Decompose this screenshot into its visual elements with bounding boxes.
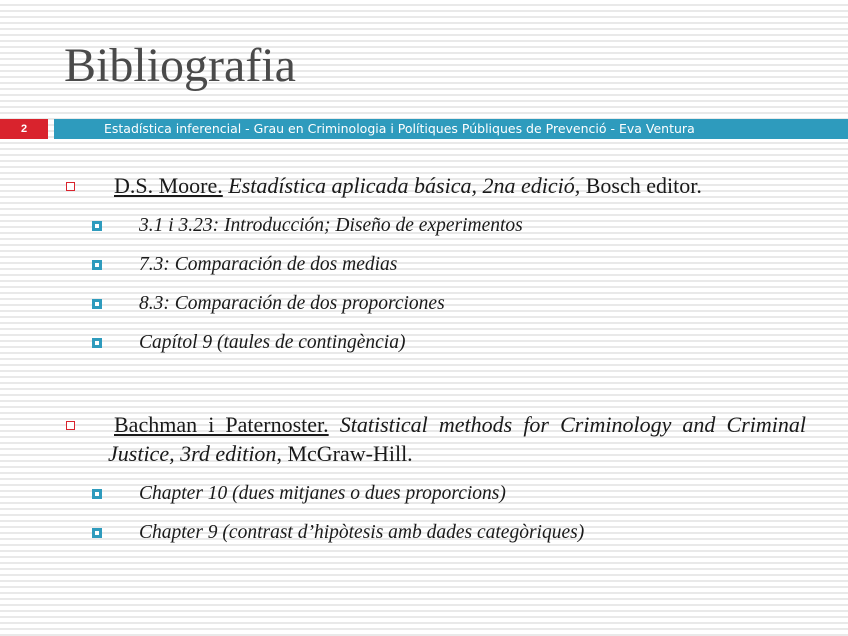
chapter-item: 7.3: Comparación de dos medias: [139, 254, 398, 275]
chapter-item: Capítol 9 (taules de contingència): [139, 332, 406, 353]
square-bullet-icon: [92, 338, 102, 348]
slide-title: Bibliografia: [64, 39, 296, 92]
reference-author: D.S. Moore.: [114, 173, 223, 198]
square-bullet-icon: [92, 221, 102, 231]
reference-author: Bachman i Paternoster.: [114, 412, 329, 437]
square-bullet-icon: [92, 489, 102, 499]
footer-bar: Estadística inferencial - Grau en Criminologia i Polítiques Públiques de Prevenció - Eva Ventura: [54, 119, 848, 139]
reference-publisher: , McGraw-Hill.: [276, 441, 413, 466]
reference-item: [108, 171, 806, 200]
chapter-item: 8.3: Comparación de dos proporciones: [139, 293, 445, 314]
square-bullet-icon: [92, 299, 102, 309]
chapter-item: 3.1 i 3.23: Introducción; Diseño de experimentos: [139, 215, 523, 236]
square-bullet-icon: [92, 528, 102, 538]
square-bullet-icon: [66, 182, 75, 191]
chapter-item: Chapter 10 (dues mitjanes o dues proporcions): [139, 483, 506, 504]
reference-item: [108, 410, 806, 468]
slide-number: 2: [0, 119, 48, 139]
chapter-item: Chapter 9 (contrast d’hipòtesis amb dades categòriques): [139, 522, 585, 543]
square-bullet-icon: [66, 421, 75, 430]
reference-title: Statistical methods for Criminology and Criminal Justice, 3rd edition: [108, 412, 807, 466]
square-bullet-icon: [92, 260, 102, 270]
reference-publisher: Bosch editor.: [585, 173, 702, 198]
reference-title: Estadística aplicada básica, 2na edició,: [228, 173, 581, 198]
